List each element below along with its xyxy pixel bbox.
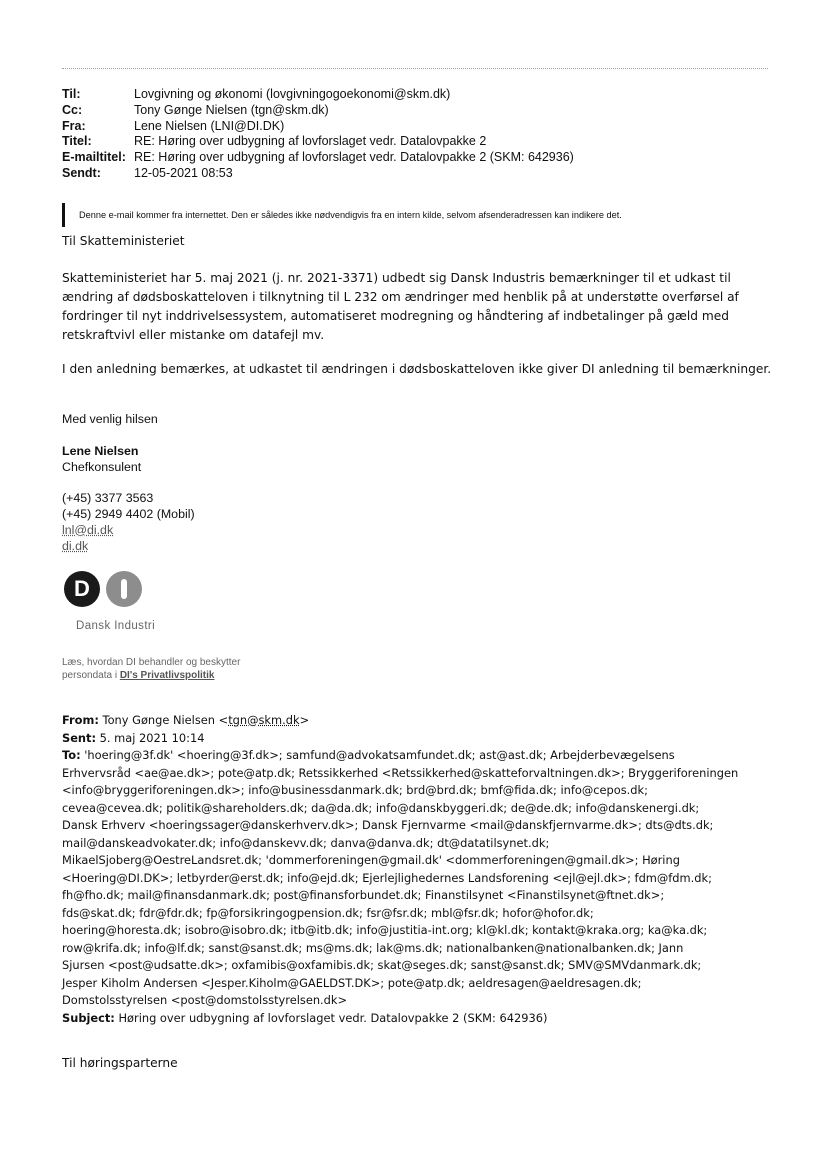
header-value: Tony Gønge Nielsen (tgn@skm.dk) [134,102,329,117]
forwarded-message [62,712,782,1027]
fwd-label: Subject: [62,1010,115,1025]
fwd-to-line [62,747,782,765]
fwd-to-line: hoering@horesta.dk; isobro@isobro.dk; itb@itb.dk; info@justitia-int.org; kl@kl.dk; kontakt@kraka.org; ka@ka.dk; [62,923,708,937]
logo-i-bar [121,579,127,599]
fwd-to-line: <Hoering@DI.DK>; letbyrder@erst.dk; info@ejd.dk; Ejerlejlighedernes Landsforening <ejl@ejl.dk>; fdm@fdm.dk; [62,870,712,885]
privacy-line-1: Læs, hvordan DI behandler og beskytter [62,657,241,668]
fwd-to-line: fds@skat.dk; fdr@fdr.dk; fp@forsikringogpension.dk; fsr@fsr.dk; mbl@fsr.dk; hofor@hofor.dk; [62,905,594,920]
fwd-sent-row [62,730,782,748]
header-value: RE: Høring over udbygning af lovforslaget vedr. Datalovpakke 2 (SKM: 642936) [134,150,574,165]
privacy-line-2 [62,670,240,683]
closing-line: Til høringsparterne [62,1056,178,1070]
logo-d-circle-icon [64,571,100,607]
signature-web-link[interactable]: di.dk [62,539,89,553]
header-value: RE: Høring over udbygning af lovforslaget vedr. Datalovpakke 2 [134,134,487,149]
email-header-block [62,87,574,182]
header-label: Til: [62,87,81,101]
header-value: Lene Nielsen (LNI@DI.DK) [134,118,285,133]
fwd-subject-value: Høring over udbygning af lovforslaget vedr. Datalovpakke 2 (SKM: 642936) [118,1010,548,1025]
fwd-to-line: Sjursen <post@udsatte.dk>; oxfamibis@oxfamibis.dk; skat@seges.dk; sanst@sanst.dk; SMV@SMVdanmark.dk; [62,958,702,972]
fwd-subject-row [62,1010,782,1028]
fwd-to-line: cevea@cevea.dk; politik@shareholders.dk; da@da.dk; info@danskbyggeri.dk; de@de.dk; info@danskenergi.dk; [62,800,700,815]
fwd-to-line: Jesper Kiholm Andersen <Jesper.Kiholm@GAELDST.DK>; pote@atp.dk; aeldresagen@aeldresagen.dk; [62,975,642,990]
external-mail-warning: Denne e-mail kommer fra internettet. Den er således ikke nødvendigvis fra en intern kilde, selvom afsenderadressen kan indikere det. [62,203,622,227]
body-paragraph-1: Skatteministeriet har 5. maj 2021 (j. nr. 2021-3371) udbedt sig Dansk Industris bemærkninger til et udkast til ændring af dødsboskatteloven i tilknytning til L 232 om ændringer med henblik på at understøtte overførsel af fordringer til nyt inddrivelsessystem, automatiseret modregning og håndtering af indbetalinger på gæld med retskraftvivl eller mistanke om datafejl mv. [62,271,739,342]
signature-title: Chefkonsulent [62,460,142,474]
fwd-to-line: Domstolsstyrelsen <post@domstolsstyrelsen.dk> [62,993,348,1007]
fwd-to-line: fh@fho.dk; mail@finansdanmark.dk; post@finansforbundet.dk; Finanstilsynet <Finanstilsynet@ftnet.dk>; [62,888,665,902]
di-logo [64,571,174,641]
header-label: Cc: [62,102,83,117]
privacy-policy-link[interactable]: DI's Privatlivspolitik [119,669,215,681]
fwd-label: From: [62,713,99,727]
fwd-to-line: <info@bryggeriforeningen.dk>; info@businessdanmark.dk; brd@brd.dk; bmf@fida.dk; info@cepos.dk; [62,783,648,797]
fwd-from-row [62,712,782,730]
fwd-to-line: MikaelSjoberg@OestreLandsret.dk; 'dommerforeningen@gmail.dk' <dommerforeningen@gmail.dk>; Høring [62,853,680,867]
fwd-label: To: [62,748,81,762]
header-row-to [62,87,574,103]
signature-mobile: (+45) 2949 4402 (Mobil) [62,507,195,521]
signature-phone: (+45) 3377 3563 [62,491,154,505]
top-divider [62,68,768,69]
logo-brand-text: Dansk Industri [76,620,156,632]
header-value: Lovgivning og økonomi (lovgivningogoekonomi@skm.dk) [134,87,451,101]
greeting: Til Skatteministeriet [62,234,185,248]
fwd-to-line: Dansk Erhverv <hoeringssager@danskerhverv.dk>; Dansk Fjernvarme <mail@danskfjernvarme.dk>; dts@dts.dk; [62,818,714,832]
signature-email-link[interactable]: lnl@di.dk [62,523,114,537]
header-value: 12-05-2021 08:53 [134,165,233,180]
body-paragraph-2: I den anledning bemærkes, at udkastet til ændringen i dødsboskatteloven ikke giver DI anledning til bemærkninger. [62,362,772,376]
header-row-title [62,134,574,150]
fwd-to-text: 'hoering@3f.dk' <hoering@3f.dk>; samfund@advokatsamfundet.dk; ast@ast.dk; Arbejderbevægelsens [84,748,675,762]
logo-i-circle-icon [106,571,142,607]
logo-letter: D [74,576,90,601]
header-label: E-mailtitel: [62,150,126,165]
header-row-sent [62,166,574,182]
fwd-from-name: Tony Gønge Nielsen < [102,713,229,727]
header-row-from [62,119,574,135]
fwd-from-end: > [299,713,310,727]
signature-regards: Med venlig hilsen [62,412,158,426]
privacy-note [62,657,240,682]
header-label: Sendt: [62,165,101,180]
signature-name: Lene Nielsen [62,444,139,458]
fwd-label: Sent: [62,730,97,745]
privacy-prefix: persondata i [62,669,120,681]
fwd-to-line: row@krifa.dk; info@lf.dk; sanst@sanst.dk; ms@ms.dk; lak@ms.dk; nationalbanken@nationalbanken.dk; Jann [62,940,684,955]
fwd-sent-value: 5. maj 2021 10:14 [99,730,205,745]
fwd-to-line: mail@danskeadvokater.dk; info@danskevv.dk; danva@danva.dk; dt@datatilsynet.dk; [62,835,550,850]
header-label: Fra: [62,118,86,133]
fwd-from-email-link[interactable]: tgn@skm.dk [228,713,300,727]
header-row-email-title [62,150,574,166]
header-label: Titel: [62,134,92,149]
header-row-cc [62,103,574,119]
fwd-to-line: Erhvervsråd <ae@ae.dk>; pote@atp.dk; Retssikkerhed <Retssikkerhed@skatteforvaltningen.dk>; Bryggeriforeningen [62,765,739,780]
